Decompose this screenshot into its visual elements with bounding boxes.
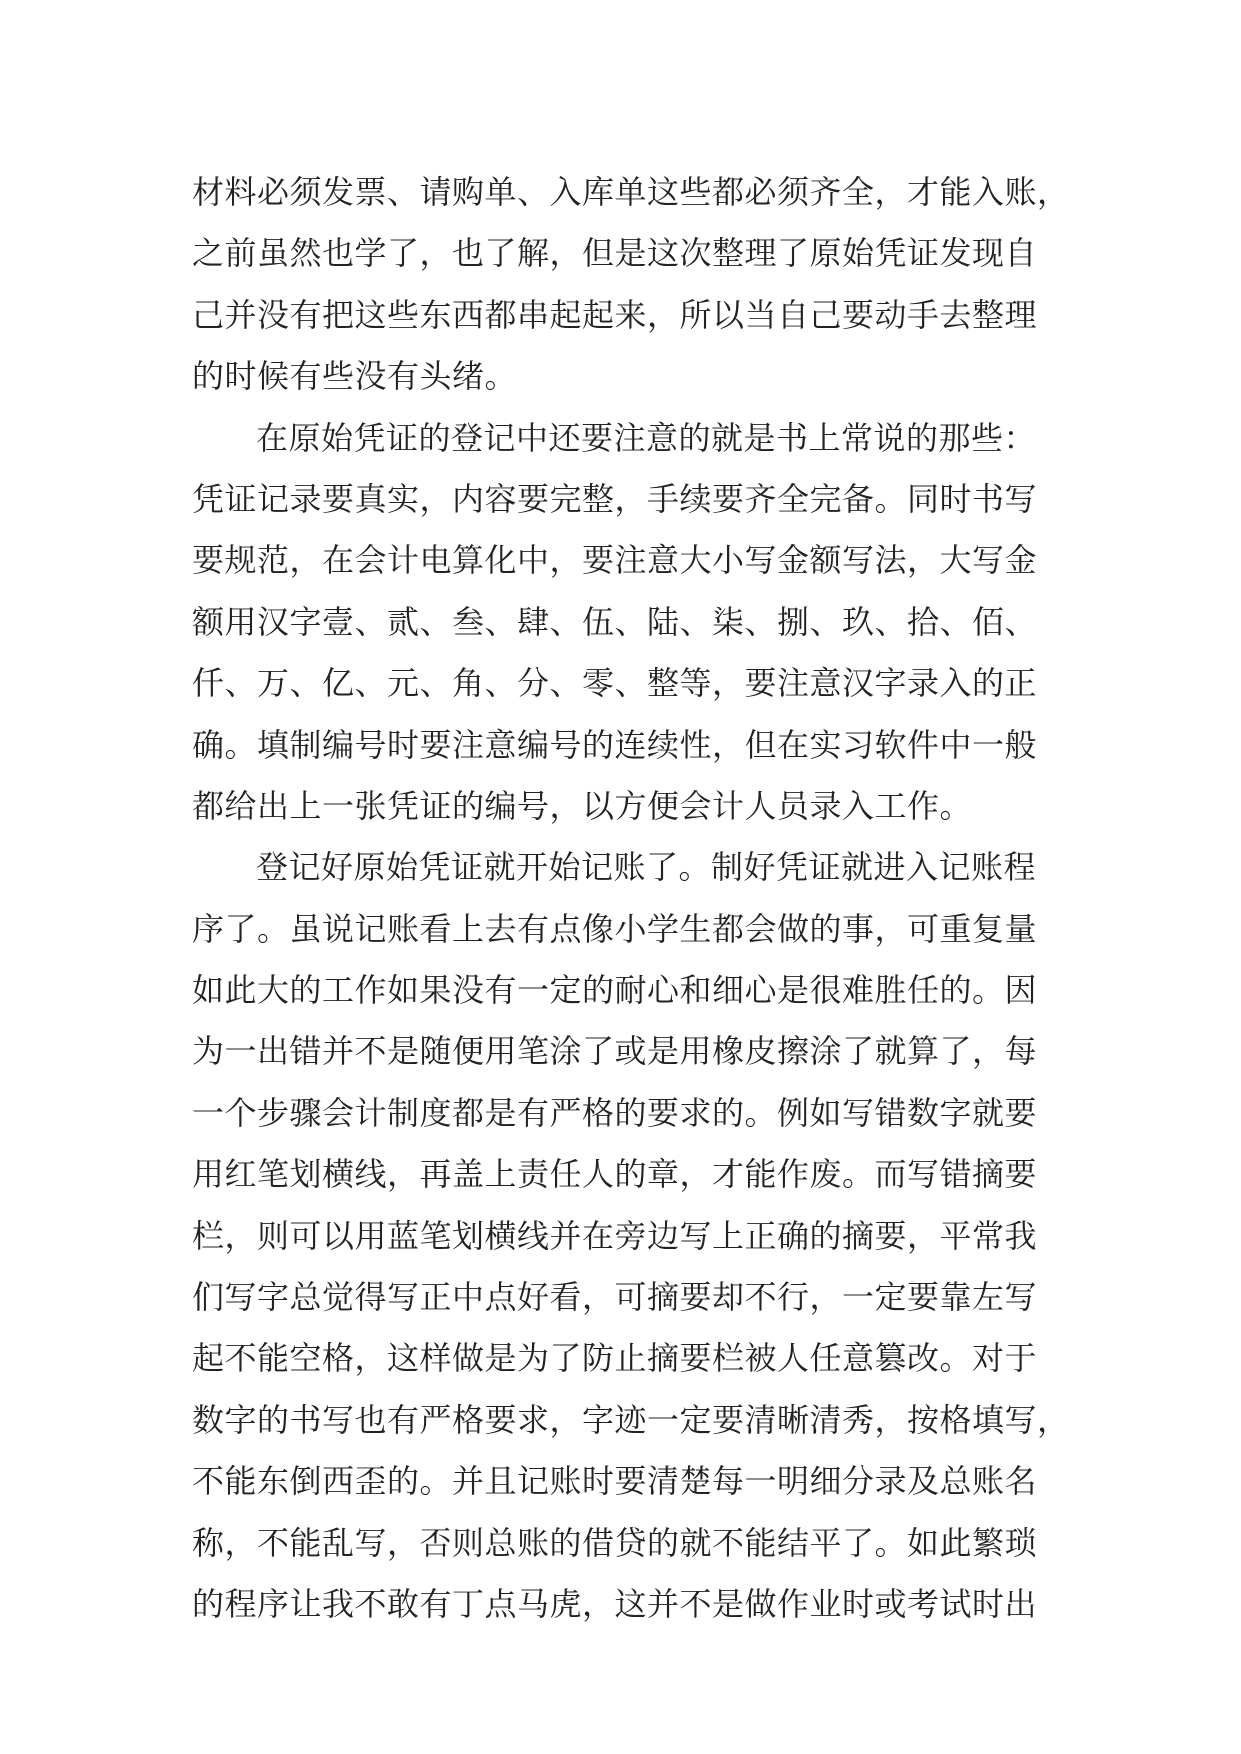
text-line: 栏，则可以用蓝笔划横线并在旁边写上正确的摘要，平常我 [192,1216,1038,1255]
text-line: 不能东倒西歪的。并且记账时要清楚每一明细分录及总账名 [192,1462,1038,1501]
text-line: 仟、万、亿、元、角、分、零、整等，要注意汉字录入的正 [192,664,1038,703]
text-line: 一个步骤会计制度都是有严格的要求的。例如写错数字就要 [192,1093,1038,1132]
text-line: 的程序让我不敢有丁点马虎，这并不是做作业时或考试时出 [192,1584,1038,1623]
text-line: 为一出错并不是随便用笔涂了或是用橡皮擦涂了就算了，每 [192,1032,1038,1071]
text-line: 的时候有些没有头绪。 [192,357,518,396]
text-line: 如此大的工作如果没有一定的耐心和细心是很难胜任的。因 [192,971,1038,1010]
text-line: 们写字总觉得写正中点好看，可摘要却不行，一定要靠左写 [192,1278,1038,1317]
paragraph-1 [192,162,1070,408]
text-line: 凭证记录要真实，内容要完整，手续要齐全完备。同时书写 [192,479,1038,518]
text-line: 数字的书写也有严格要求，字迹一定要清晰清秀，按格填写， [192,1400,1070,1439]
text-line: 额用汉字壹、贰、叁、肆、伍、陆、柒、捌、玖、拾、佰、 [192,602,1038,641]
text-line: 用红笔划横线，再盖上责任人的章，才能作废。而写错摘要 [192,1155,1038,1194]
text-line: 材料必须发票、请购单、入库单这些都必须齐全，才能入账， [192,173,1070,211]
text-line: 在原始凭证的登记中还要注意的就是书上常说的那些： [256,418,1037,457]
paragraph-3 [192,837,1070,1635]
paragraph-2 [192,408,1052,838]
text-line: 起不能空格，这样做是为了防止摘要栏被人任意篡改。对于 [192,1339,1038,1378]
text-line: 都给出上一张凭证的编号，以方便会计人员录入工作。 [192,786,973,825]
text-line: 称，不能乱写，否则总账的借贷的就不能结平了。如此繁琐 [192,1523,1038,1562]
text-line: 己并没有把这些东西都串起起来，所以当自己要动手去整理 [192,295,1038,334]
text-line: 登记好原始凭证就开始记账了。制好凭证就进入记账程 [256,848,1037,887]
text-line: 要规范，在会计电算化中，要注意大小写金额写法，大写金 [192,541,1038,580]
document-body [192,162,1070,1635]
text-line: 确。填制编号时要注意编号的连续性，但在实习软件中一般 [192,725,1038,764]
text-line: 序了。虽说记账看上去有点像小学生都会做的事，可重复量 [192,909,1038,948]
text-line: 之前虽然也学了，也了解，但是这次整理了原始凭证发现自 [192,234,1038,273]
